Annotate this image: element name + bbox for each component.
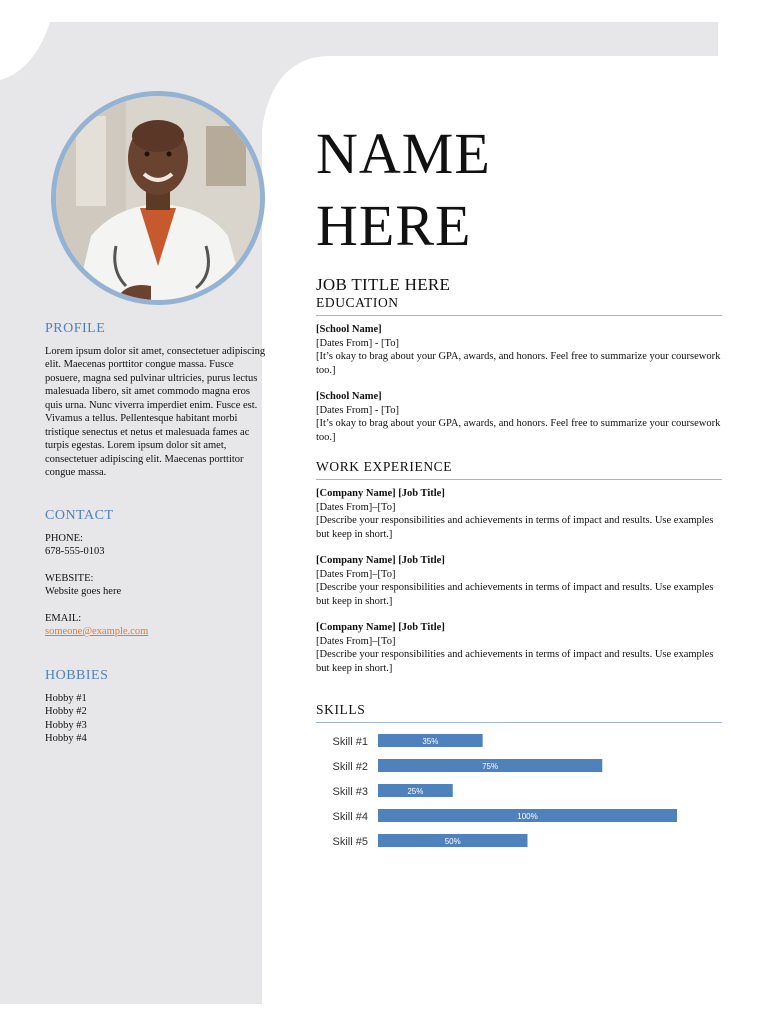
skills-chart xyxy=(316,728,722,858)
skill-label: Skill #5 xyxy=(332,836,368,848)
school-name: [School Name] xyxy=(316,391,382,402)
skill-value-label: 75% xyxy=(482,762,499,771)
skill-label: Skill #3 xyxy=(332,786,368,798)
skill-value-label: 100% xyxy=(517,812,538,821)
contact-email xyxy=(45,612,270,639)
skill-value-label: 50% xyxy=(444,837,461,846)
skill-label: Skill #2 xyxy=(332,761,368,773)
work-entry xyxy=(316,621,722,675)
profile-section xyxy=(45,322,270,480)
hobbies-heading: HOBBIES xyxy=(45,668,109,683)
company-job-title: [Company Name] [Job Title] xyxy=(316,622,445,633)
name-line-1: NAME xyxy=(316,121,491,186)
skills-heading: SKILLS xyxy=(316,702,722,723)
skill-value-label: 35% xyxy=(422,737,439,746)
contact-phone xyxy=(45,532,270,559)
phone-value: 678-555-0103 xyxy=(45,546,105,557)
education-list xyxy=(316,323,722,457)
job-title: JOB TITLE HERE xyxy=(316,275,451,294)
work-list xyxy=(316,487,722,688)
education-entry xyxy=(316,390,722,444)
education-dates: [Dates From] - [To] xyxy=(316,404,399,416)
contact-section xyxy=(45,509,270,652)
education-heading: EDUCATION xyxy=(316,295,722,316)
work-description: [Describe your responsibilities and achievements in terms of impact and results. Use examples but keep in short.] xyxy=(316,582,714,607)
education-description: [It’s okay to brag about your GPA, awards, and honors. Feel free to summarize your coursework too.] xyxy=(316,418,721,443)
work-description: [Describe your responsibilities and achievements in terms of impact and results. Use examples but keep in short.] xyxy=(316,649,714,674)
hobbies-section xyxy=(45,669,270,746)
contact-heading: CONTACT xyxy=(45,508,114,523)
profile-text: Lorem ipsum dolor sit amet, consectetuer adipiscing elit. Maecenas porttitor congue massa. Fusce posuere, magna sed pulvinar ultricies, purus lectus malesuada libero, sit amet commodo magna eros quis urna. Nunc viverra imperdiet enim. Fusce est. Vivamus a tellus. Pellentesque habitant morbi tristique senectus et netus et malesuada fames ac turpis egestas. Lorem ipsum dolor sit amet, consectetuer adipiscing elit. Maecenas porttitor congue massa. xyxy=(45,345,266,478)
skill-value-label: 25% xyxy=(407,787,424,796)
work-dates: [Dates From]–[To] xyxy=(316,501,396,513)
work-entry xyxy=(316,554,722,608)
hobby-item: Hobby #3 xyxy=(45,719,87,731)
profile-heading: PROFILE xyxy=(45,321,106,336)
profile-photo xyxy=(51,91,265,305)
hobby-item: Hobby #2 xyxy=(45,706,87,717)
hobby-item: Hobby #1 xyxy=(45,692,87,704)
contact-website xyxy=(45,572,270,599)
work-heading: WORK EXPERIENCE xyxy=(316,459,722,480)
work-description: [Describe your responsibilities and achievements in terms of impact and results. Use examples but keep in short.] xyxy=(316,515,714,540)
school-name: [School Name] xyxy=(316,324,382,335)
website-value: Website goes here xyxy=(45,586,122,597)
work-dates: [Dates From]–[To] xyxy=(316,635,396,647)
education-dates: [Dates From] - [To] xyxy=(316,337,399,349)
name-header xyxy=(316,118,722,295)
work-entry xyxy=(316,487,722,541)
phone-label: PHONE: xyxy=(45,532,83,544)
company-job-title: [Company Name] [Job Title] xyxy=(316,488,445,499)
website-label: WEBSITE: xyxy=(45,572,94,584)
education-entry xyxy=(316,323,722,377)
email-label: EMAIL: xyxy=(45,612,82,624)
education-description: [It’s okay to brag about your GPA, awards, and honors. Feel free to summarize your coursework too.] xyxy=(316,351,721,376)
skill-label: Skill #1 xyxy=(332,736,368,748)
hobby-item: Hobby #4 xyxy=(45,733,87,744)
work-dates: [Dates From]–[To] xyxy=(316,568,396,580)
company-job-title: [Company Name] [Job Title] xyxy=(316,555,445,566)
name-line-2: HERE xyxy=(316,193,472,258)
skill-label: Skill #4 xyxy=(332,811,368,823)
email-link[interactable]: someone@example.com xyxy=(45,626,149,637)
